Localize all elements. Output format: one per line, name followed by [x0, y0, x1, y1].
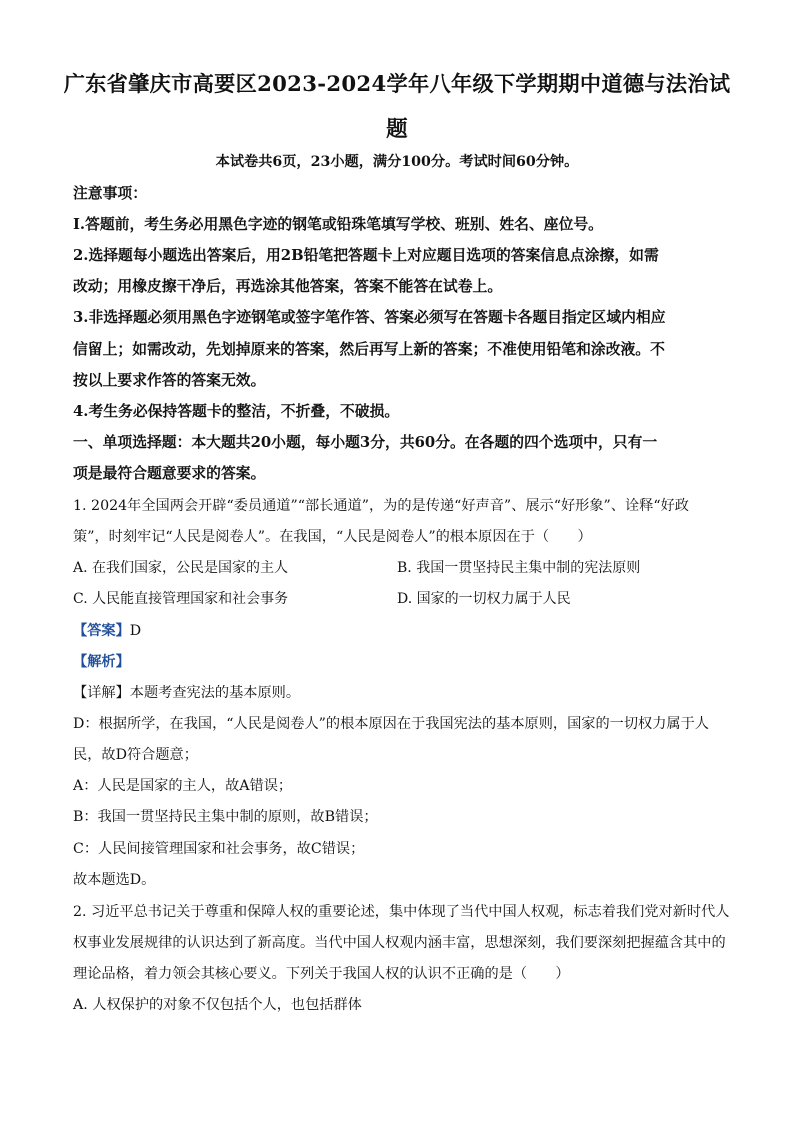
notice-heading: 注意事项：	[73, 185, 147, 202]
section-heading-line2: 项是最符合题意要求的答案。	[73, 465, 266, 482]
explanation-line: C：人民间接管理国家和社会事务，故C错误；	[73, 841, 365, 857]
explanation-line: D：根据所学，在我国，“人民是阅卷人”的根本原因在于我国宪法的基本原则，国家的一切权力属于人	[73, 716, 709, 732]
notice-line: 改动；用橡皮擦干净后，再选涂其他答案，答案不能答在试卷上。	[73, 278, 503, 295]
analysis-tag: 【解析】	[73, 654, 130, 670]
exam-meta: 本试卷共6页，23小题，满分100分。考试时间60分钟。	[215, 154, 579, 170]
notice-line: I.答题前，考生务必用黑色字迹的钢笔或铅珠笔填写学校、班别、姓名、座位号。	[73, 216, 603, 233]
section-heading-line1: 一、单项选择题：本大题共20小题，每小题3分，共60分。在各题的四个选项中，只有一	[73, 434, 658, 451]
explanation-line: 民，故D符合题意；	[73, 747, 198, 763]
question-1-option-c: C. 人民能直接管理国家和社会事务	[73, 591, 289, 607]
question-2-option-a: A. 人权保护的对象不仅包括个人，也包括群体	[73, 997, 362, 1013]
question-2-stem-line2: 权事业发展规律的认识达到了新高度。当代中国人权观内涵丰富，思想深刻，我们要深刻把握蕴含其中的	[73, 935, 726, 951]
detail-row	[73, 682, 300, 702]
question-1-stem-line1: 1. 2024年全国两会开辟“委员通道”“部长通道”，为的是传递“好声音”、展示“好形象”、诠释“好政	[73, 498, 689, 514]
notice-line: 3.非选择题必须用黑色字迹钢笔或签字笔作答、答案必须写在答题卡各题目指定区域内相应	[73, 309, 666, 326]
question-2-stem-line1: 2. 习近平总书记关于尊重和保障人权的重要论述，集中体现了当代中国人权观，标志着我们党对新时代人	[73, 904, 730, 920]
question-1-stem-line2: 策”，时刻牢记“人民是阅卷人”。在我国，“人民是阅卷人”的根本原因在于（ ）	[73, 529, 592, 545]
notice-line: 4.考生务必保持答题卡的整洁，不折叠，不破损。	[73, 403, 400, 420]
exam-title-line2: 题	[386, 117, 408, 142]
detail-tag: 【详解】	[73, 685, 130, 701]
explanation-line: A：人民是国家的主人，故A错误；	[73, 778, 293, 794]
detail-text: 本题考查宪法的基本原则。	[129, 685, 301, 701]
notice-line: 按以上要求作答的答案无效。	[73, 372, 266, 389]
question-2-stem-line3: 理论品格，着力领会其核心要义。下列关于我国人权的认识不正确的是（ ）	[73, 966, 570, 982]
notice-line: 信留上；如需改动，先划掉原来的答案，然后再写上新的答案；不准使用铅笔和涂改液。不	[73, 341, 665, 358]
question-1-option-b: B. 我国一贯坚持民主集中制的宪法原则	[397, 560, 641, 576]
analysis-row	[73, 651, 130, 671]
answer-value: D	[129, 623, 142, 639]
exam-title-line1: 广东省肇庆市高要区2023-2024学年八年级下学期期中道德与法治试	[63, 71, 731, 96]
question-1-option-d: D. 国家的一切权力属于人民	[397, 591, 571, 607]
answer-row	[73, 620, 141, 640]
explanation-line: B：我国一贯坚持民主集中制的原则，故B错误；	[73, 809, 378, 825]
explanation-line: 故本题选D。	[73, 872, 156, 888]
question-1-option-a: A. 在我们国家，公民是国家的主人	[73, 560, 289, 576]
notice-line: 2.选择题每小题选出答案后，用2B铅笔把答题卡上对应题目选项的答案信息点涂擦，如需	[73, 247, 659, 264]
answer-tag: 【答案】	[73, 623, 130, 639]
